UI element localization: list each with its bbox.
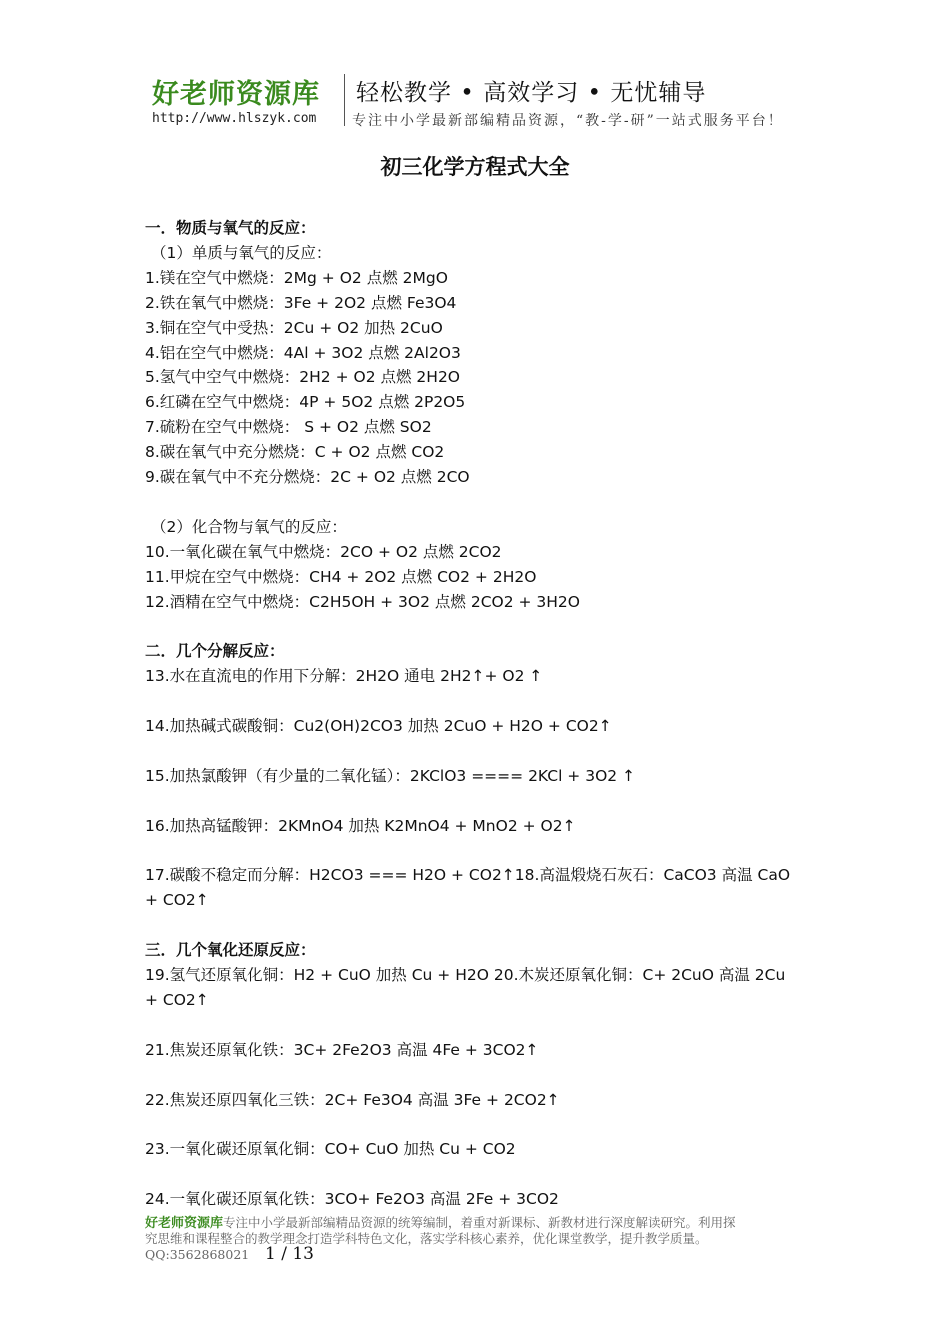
equation-line: 10.一氧化碳在氧气中燃烧：2CO + O2 点燃 2CO2 (145, 542, 502, 561)
equation-line: 13.水在直流电的作用下分解：2H2O 通电 2H2↑+ O2 ↑ (145, 667, 543, 686)
equation-line: 7.硫粉在空气中燃烧： S + O2 点燃 SO2 (145, 418, 432, 437)
footer-line-2: 究思维和课程整合的教学理念打造学科特色文化，落实学科核心素养，优化课堂教学，提升教学质量。 (145, 1231, 708, 1246)
equation-line: 17.碳酸不稳定而分解：H2CO3 === H2O + CO2↑18.高温煅烧石灰石：CaCO3 高温 CaO (145, 866, 791, 885)
equation-line: 4.铝在空气中燃烧：4Al + 3O2 点燃 2Al2O3 (145, 343, 461, 362)
equation-line: 1.镁在空气中燃烧：2Mg + O2 点燃 2MgO (145, 268, 448, 287)
blank-line (145, 1063, 815, 1088)
equation-line: 22.焦炭还原四氧化三铁：2C+ Fe3O4 高温 3Fe + 2CO2↑ (145, 1090, 560, 1109)
section-heading: 三．几个氧化还原反应： (145, 941, 316, 960)
blank-line (145, 739, 815, 764)
equation-line: 12.酒精在空气中燃烧：C2H5OH + 3O2 点燃 2CO2 + 3H2O (145, 592, 580, 611)
blank-line (145, 689, 815, 714)
equation-line: 16.加热高锰酸钾：2KMnO4 加热 K2MnO4 + MnO2 + O2↑ (145, 816, 576, 835)
footer-description: 专注中小学最新部编精品资源的统筹编制，着重对新课标、新教材进行深度解读研究。利用探 (223, 1215, 736, 1230)
blank-line (145, 1013, 815, 1038)
equation-line: 23.一氧化碳还原氧化铜：CO+ CuO 加热 Cu + CO2 (145, 1140, 516, 1159)
blank-line (145, 490, 815, 515)
equation-line: 2.铁在氧气中燃烧：3Fe + 2O2 点燃 Fe3O4 (145, 293, 457, 312)
page-number: 1 / 13 (265, 1244, 314, 1264)
footer-line-1 (145, 1215, 825, 1231)
page-footer (145, 1215, 825, 1246)
equation-line: 11.甲烷在空气中燃烧：CH4 + 2O2 点燃 CO2 + 2H2O (145, 567, 537, 586)
blank-line (145, 1162, 815, 1187)
document-body (145, 216, 815, 1212)
equation-line: 9.碳在氧气中不充分燃烧：2C + O2 点燃 2CO (145, 468, 470, 487)
document-title: 初三化学方程式大全 (380, 155, 570, 179)
equation-line: 19.氢气还原氧化铜：H2 + CuO 加热 Cu + H2O 20.木炭还原氧化铜：C+ 2CuO 高温 2Cu (145, 966, 786, 985)
footer-qq: QQ:3562868021 (145, 1247, 250, 1262)
site-logo: 好老师资源库 (152, 79, 320, 110)
equation-line: 3.铜在空气中受热：2Cu + O2 加热 2CuO (145, 318, 443, 337)
blank-line (145, 839, 815, 864)
blank-line (145, 913, 815, 938)
blank-line (145, 1112, 815, 1137)
equation-line: 24.一氧化碳还原氧化铁：3CO+ Fe2O3 高温 2Fe + 3CO2 (145, 1190, 559, 1209)
header-slogan: 轻松教学 • 高效学习 • 无忧辅导 (356, 80, 707, 106)
equation-line: 5.氢气中空气中燃烧：2H2 + O2 点燃 2H2O (145, 368, 461, 387)
footer-brand: 好老师资源库 (145, 1216, 224, 1231)
section-heading: 二．几个分解反应： (145, 642, 285, 661)
page-header (150, 70, 910, 132)
subsection-heading: （1）单质与氧气的反应： (151, 243, 332, 262)
equation-line: 14.加热碱式碳酸铜：Cu2(OH)2CO3 加热 2CuO + H2O + CO2↑ (145, 717, 612, 736)
header-divider (344, 74, 345, 126)
equation-line: 21.焦炭还原氧化铁：3C+ 2Fe2O3 高温 4Fe + 3CO2↑ (145, 1040, 539, 1059)
blank-line (145, 789, 815, 814)
equation-line: 6.红磷在空气中燃烧：4P + 5O2 点燃 2P2O5 (145, 393, 466, 412)
blank-line (145, 614, 815, 639)
equation-line: + CO2↑ (145, 891, 209, 910)
header-tagline: 专注中小学最新部编精品资源，“教-学-研”一站式服务平台！ (352, 113, 784, 129)
equation-line: 8.碳在氧气中充分燃烧：C + O2 点燃 CO2 (145, 443, 445, 462)
equation-line: + CO2↑ (145, 990, 209, 1009)
subsection-heading: （2）化合物与氧气的反应： (151, 517, 347, 536)
site-url[interactable]: http://www.hlszyk.com (152, 111, 317, 126)
equation-line: 15.加热氯酸钾（有少量的二氧化锰）：2KClO3 ==== 2KCl + 3O2 ↑ (145, 766, 636, 785)
section-heading: 一．物质与氧气的反应： (145, 219, 316, 237)
